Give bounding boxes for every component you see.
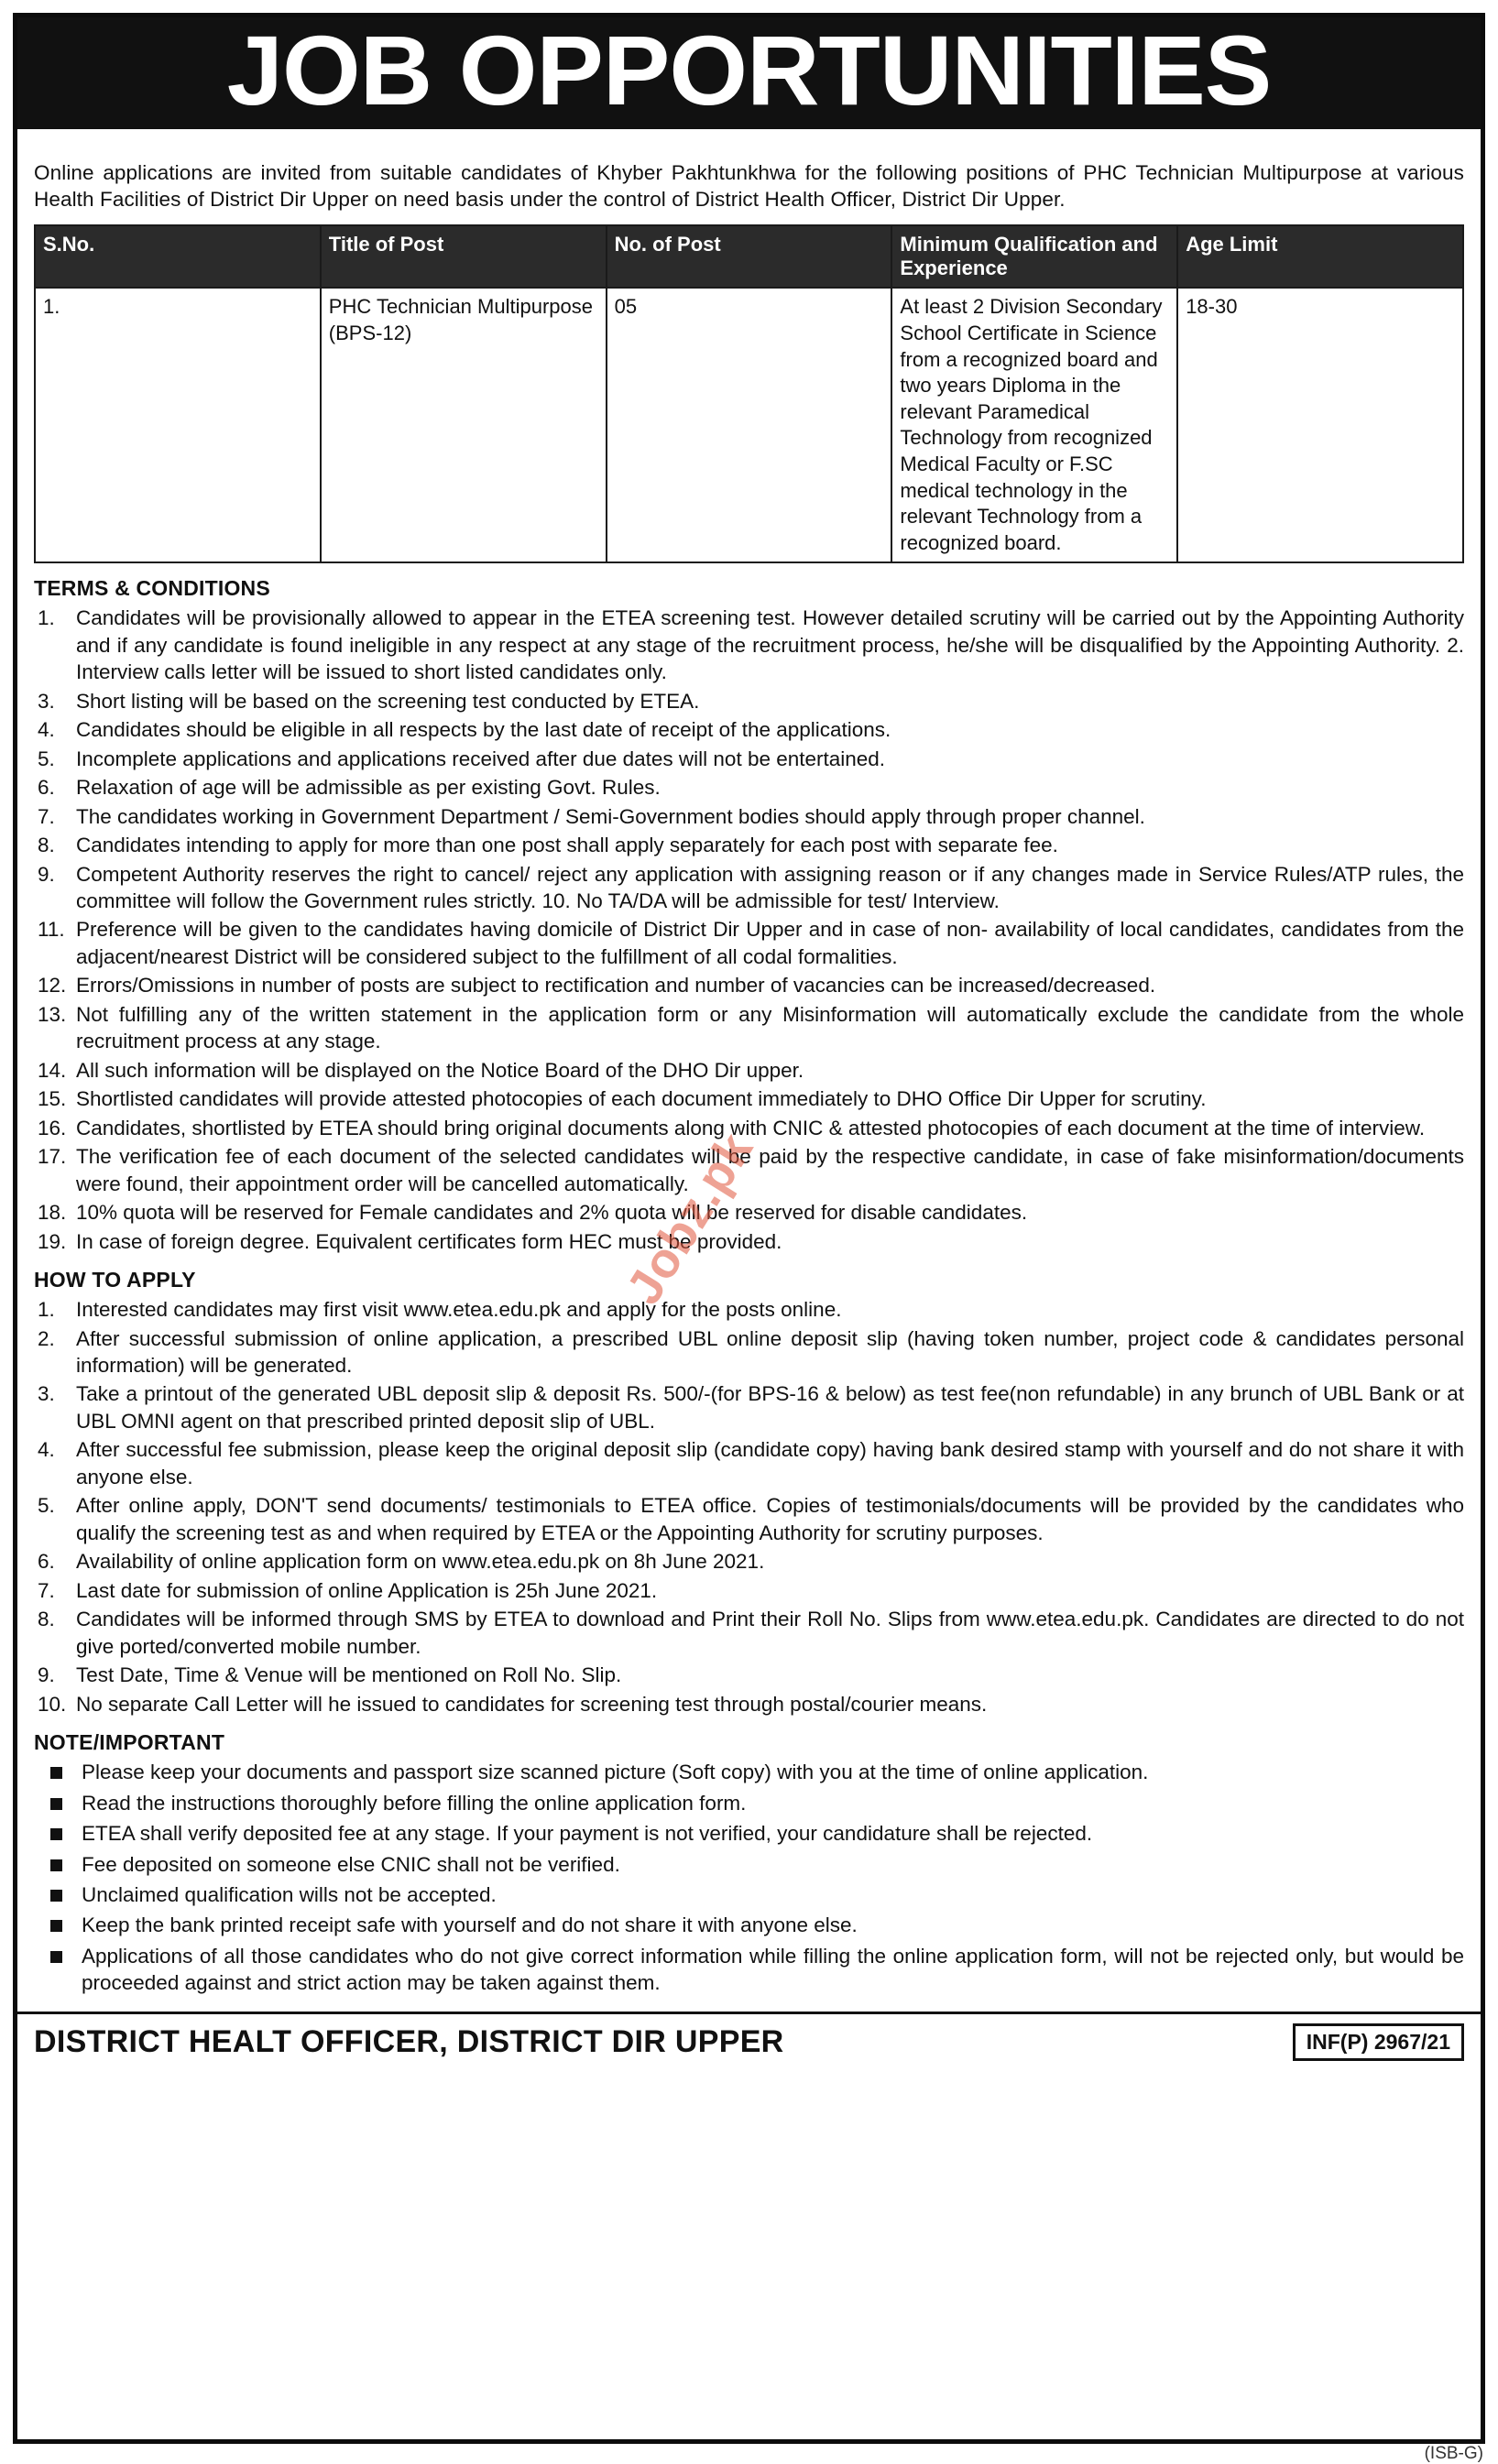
item-text: The verification fee of each document of the selected candidates will be paid by the respective candidate, in case of fake misinformation/documents were found, their appointment order will be cancelled automatically. [76,1145,1464,1195]
item-text: Not fulfilling any of the written statement in the application form or any Misinformation will automatically exclude the candidate from the whole recruitment process at any stage. [76,1002,1464,1053]
item-text: Test Date, Time & Venue will be mentioned on Roll No. Slip. [76,1663,622,1687]
intro-paragraph: Online applications are invited from suitable candidates of Khyber Pakhtunkhwa for the following positions of PHC Technician Multipurpose at various Health Facilities of District Dir Upper on need basis under the control of District Health Officer, District Dir Upper. [34,160,1464,212]
column-header-sno: S.No. [35,225,321,288]
item-text: ETEA shall verify deposited fee at any stage. If your payment is not verified, your candidature shall be rejected. [82,1822,1093,1846]
list-item [34,1380,1464,1434]
list-item [34,746,1464,772]
item-text: Take a printout of the generated UBL deposit slip & deposit Rs. 500/-(for BPS-16 & below) as test fee(non refundable) in any brunch of UBL Bank or at UBL OMNI agent on that prescribed printed deposit slip of UBL. [76,1382,1464,1433]
column-header-posts: No. of Post [607,225,892,288]
table-row [35,288,1463,562]
item-text: In case of foreign degree. Equivalent certificates form HEC must be provided. [76,1229,782,1253]
item-number: 15. [38,1087,67,1111]
item-text: Read the instructions thoroughly before filling the online application form. [82,1791,747,1815]
item-number: 10. [38,1692,67,1716]
posts-table [34,224,1464,563]
square-bullet-icon [50,1859,62,1871]
list-item [34,1001,1464,1055]
list-item [34,605,1464,685]
note-heading: NOTE/IMPORTANT [34,1730,225,1755]
item-text: After online apply, DON'T send documents/ testimonials to ETEA office. Copies of testimonials/documents will be provided by the candidates who qualify the screening test as and when required by ETEA or the Appointing Authority for scrutiny purposes. [76,1494,1464,1544]
item-text: Fee deposited on someone else CNIC shall not be verified. [82,1852,620,1876]
item-text: Unclaimed qualification wills not be accepted. [82,1882,497,1906]
list-item [34,972,1464,998]
list-item [34,1881,1464,1908]
cell-age: 18-30 [1177,288,1463,562]
square-bullet-icon [50,1890,62,1902]
list-item [34,1662,1464,1688]
item-text: All such information will be displayed on the Notice Board of the DHO Dir upper. [76,1058,804,1082]
item-text: The candidates working in Government Department / Semi-Government bodies should apply through proper channel. [76,804,1145,828]
item-number: 14. [38,1058,67,1082]
list-item [34,1790,1464,1816]
item-text: Availability of online application form on www.etea.edu.pk on 8h June 2021. [76,1550,765,1574]
list-item [34,1143,1464,1197]
item-number: 4. [38,1438,55,1462]
item-number: 18. [38,1201,67,1225]
footer [17,2012,1481,2065]
terms-heading: TERMS & CONDITIONS [34,576,270,601]
item-number: 9. [38,862,55,886]
item-number: 12. [38,974,67,998]
list-item [34,1085,1464,1112]
item-number: 9. [38,1663,55,1687]
list-item [34,1577,1464,1604]
list-item [34,1199,1464,1226]
item-text: After successful submission of online application, a prescribed UBL online deposit slip (having token number, project code & candidates personal information) will be generated. [76,1326,1464,1377]
square-bullet-icon [50,1798,62,1810]
item-number: 1. [38,606,55,630]
list-item [34,688,1464,714]
column-header-title: Title of Post [321,225,607,288]
item-number: 16. [38,1116,67,1139]
item-text: Relaxation of age will be admissible as per existing Govt. Rules. [76,776,661,800]
item-number: 1. [38,1298,55,1322]
list-item [34,1912,1464,1938]
item-number: 11. [38,918,65,942]
column-header-age: Age Limit [1177,225,1463,288]
list-item [34,1606,1464,1660]
list-item [34,1548,1464,1575]
list-item [34,1759,1464,1785]
terms-list [34,605,1464,1255]
page-title: JOB OPPORTUNITIES [226,15,1272,125]
item-number: 8. [38,834,55,857]
item-text: Keep the bank printed receipt safe with yourself and do not share it with anyone else. [82,1913,858,1937]
list-item [34,803,1464,830]
item-text: No separate Call Letter will he issued to candidates for screening test through postal/courier means. [76,1692,988,1716]
cell-sno: 1. [35,288,321,562]
item-text: Shortlisted candidates will provide attested photocopies of each document immediately to DHO Office Dir Upper for scrutiny. [76,1087,1207,1111]
list-item [34,1492,1464,1546]
header-banner [17,17,1481,129]
advertisement-content [17,129,1481,1997]
how-to-apply-heading: HOW TO APPLY [34,1268,196,1292]
table-header-row [35,225,1463,288]
item-number: 8. [38,1608,55,1631]
item-text: Interested candidates may first visit www.etea.edu.pk and apply for the posts online. [76,1298,842,1322]
posts-table-header [35,225,1463,288]
item-text: Candidates, shortlisted by ETEA should bring original documents along with CNIC & attested photocopies of each document at the time of interview. [76,1116,1426,1139]
item-number: 5. [38,747,55,770]
item-text: Candidates will be informed through SMS by ETEA to download and Print their Roll No. Slips from www.etea.edu.pk. Candidates are directed to do not give ported/converted mobile number. [76,1608,1464,1658]
item-text: After successful fee submission, please keep the original deposit slip (candidate copy) having bank desired stamp with yourself and do not share it with anyone else. [76,1438,1464,1488]
item-number: 13. [38,1002,67,1026]
column-header-qualification: Minimum Qualification and Experience [891,225,1177,288]
item-number: 7. [38,1578,55,1602]
note-list [34,1759,1464,1997]
inf-number: INF(P) 2967/21 [1293,2023,1464,2061]
item-text: Candidates intending to apply for more than one post shall apply separately for each post with separate fee. [76,834,1058,857]
item-number: 19. [38,1229,67,1253]
item-number: 7. [38,804,55,828]
item-text: Candidates will be provisionally allowed to appear in the ETEA screening test. However detailed scrutiny will be carried out by the Appointing Authority and if any candidate is found ineligible in any respect at any stage of the recruitment process, he/she will be disqualified by the Appointing Authority. 2. Interview calls letter will be issued to short listed candidates only. [76,606,1464,684]
cell-posts: 05 [607,288,892,562]
list-item [34,916,1464,970]
item-text: Errors/Omissions in number of posts are subject to rectification and number of vacancies can be increased/decreased. [76,974,1156,998]
list-item [34,1325,1464,1379]
item-text: Short listing will be based on the screening test conducted by ETEA. [76,689,700,713]
how-to-apply-list [34,1296,1464,1717]
list-item [34,774,1464,801]
issuing-authority: DISTRICT HEALT OFFICER, DISTRICT DIR UPPER [34,2023,784,2059]
list-item [34,1115,1464,1141]
item-number: 4. [38,718,55,742]
cell-title: PHC Technician Multipurpose (BPS-12) [321,288,607,562]
item-text: Please keep your documents and passport size scanned picture (Soft copy) with you at the time of online application. [82,1761,1149,1784]
square-bullet-icon [50,1767,62,1779]
list-item [34,861,1464,915]
square-bullet-icon [50,1920,62,1932]
item-text: Competent Authority reserves the right to cancel/ reject any application with assigning reason or if any changes made in Service Rules/ATP rules, the committee will follow the Government rules strictly. 10. No TA/DA will be admissible for test/ Interview. [76,862,1464,912]
list-item [34,1228,1464,1255]
item-text: Candidates should be eligible in all respects by the last date of receipt of the applications. [76,718,891,742]
item-number: 6. [38,776,55,800]
item-number: 17. [38,1145,67,1169]
list-item [34,1691,1464,1717]
item-text: Incomplete applications and applications received after due dates will not be entertained. [76,747,886,770]
item-number: 3. [38,1382,55,1406]
list-item [34,1296,1464,1323]
item-number: 6. [38,1550,55,1574]
advertisement-border [13,13,1485,2444]
item-number: 2. [38,1326,55,1350]
watermark: Jobz.pk [616,1122,764,1314]
list-item [34,1943,1464,1997]
square-bullet-icon [50,1828,62,1840]
item-text: Last date for submission of online Application is 25h June 2021. [76,1578,658,1602]
posts-table-body [35,288,1463,562]
list-item [34,832,1464,858]
list-item [34,1820,1464,1847]
square-bullet-icon [50,1951,62,1963]
item-text: Preference will be given to the candidates having domicile of District Dir Upper and in case of non- availability of local candidates, candidates from the adjacent/nearest District will be considered subject to the fulfillment of all codal formalities. [76,918,1464,968]
list-item [34,1057,1464,1084]
list-item [34,1851,1464,1878]
item-number: 5. [38,1494,55,1518]
list-item [34,716,1464,743]
item-text: 10% quota will be reserved for Female candidates and 2% quota will be reserved for disable candidates. [76,1201,1028,1225]
cell-qualification: At least 2 Division Secondary School Certificate in Science from a recognized board and two years Diploma in the relevant Paramedical Technology from recognized Medical Faculty or F.SC medical technology in the relevant Technology from a recognized board. [891,288,1177,562]
item-text: Applications of all those candidates who do not give correct information while filling the online application form, will not be rejected only, but would be proceeded against and strict action may be taken against them. [82,1944,1464,1995]
issue-code: (ISB-G) [1424,2444,1483,2463]
item-number: 3. [38,689,55,713]
list-item [34,1436,1464,1490]
